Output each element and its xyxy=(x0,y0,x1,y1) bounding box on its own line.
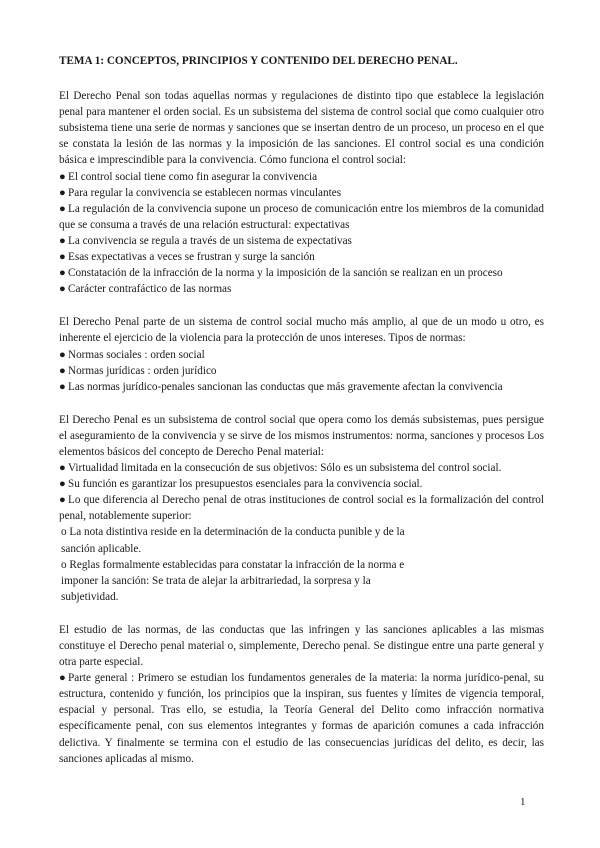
list-item xyxy=(59,265,544,281)
list-item-text: La convivencia se regula a través de un sistema de expectativas xyxy=(68,234,352,247)
list-item-text: Parte general : Primero se estudian los fundamentos generales de la materia: la norma jurídico-penal, su estructura, contenido y función, los principios que la inspiran, sus fuentes y límites de vigencia temporal, espacial y personal. Tras ello, se estudia, la Teoría General del Delito como infracción normativa específicamente penal, con sus elementos integrantes y formas de aparición comunes a cada infracción delictiva. Y finalmente se termina con el estudio de las consecuencias jurídicas del delito, es decir, las sanciones aplicadas al mismo. xyxy=(59,672,544,765)
page-number: 1 xyxy=(520,796,526,808)
bullet-icon: ● xyxy=(59,251,66,264)
paragraph-control-social: El Derecho Penal son todas aquellas normas y regulaciones de distinto tipo que establece la legislación penal para mantener el orden social. Es un subsistema del sistema de control social que como cualquier otro subsistema tiene una serie de normas y sanciones que se insertan dentro de un proceso, un proceso en el que se constata la lesión de las normas y la imposición de las sanciones. El control social es una condición básica e imprescindible para la convivencia. Cómo funciona el control social: xyxy=(59,90,544,167)
page-content xyxy=(59,53,544,767)
paragraph-estudio-normas: El estudio de las normas, de las conductas que las infringen y las sanciones aplicables a las mismas constituye el Derecho penal material o, simplemente, Derecho penal. Se distingue entre una parte general y otra parte especial. xyxy=(59,623,544,669)
bullet-icon: ● xyxy=(59,494,66,507)
sub-list-line: o Reglas formalmente establecidas para constatar la infracción de la norma e xyxy=(61,558,405,571)
bullet-list-parte-general xyxy=(59,670,544,767)
list-item-text: Virtualidad limitada en la consecución de sus objetivos: Sólo es un subsistema del control social. xyxy=(68,462,502,475)
sub-list-line: imponer la sanción: Se trata de alejar la arbitrariedad, la sorpresa y la xyxy=(61,574,371,587)
section-gap xyxy=(59,395,544,412)
list-item xyxy=(59,281,544,297)
section-gap xyxy=(59,297,544,314)
bullet-icon: ● xyxy=(59,380,66,393)
list-item-text: La regulación de la convivencia supone un proceso de comunicación entre los miembros de la comunidad que se consuma a través de una relación estructural: expectativas xyxy=(59,202,544,231)
list-item-text: Carácter contrafáctico de las normas xyxy=(68,283,232,296)
list-item xyxy=(59,347,544,363)
paragraph-tipos-normas: El Derecho Penal parte de un sistema de control social mucho más amplio, al que de un modo u otro, es inherente el ejercicio de la violencia para la protección de unos intereses. Tipos de normas: xyxy=(59,316,544,345)
list-item-text: Normas sociales : orden social xyxy=(68,348,205,361)
bullet-icon: ● xyxy=(59,283,66,296)
bullet-list-elementos xyxy=(59,460,544,524)
list-item xyxy=(59,670,544,767)
bullet-icon: ● xyxy=(59,202,66,215)
bullet-icon: ● xyxy=(59,170,66,183)
list-item xyxy=(59,249,544,265)
bullet-icon: ● xyxy=(59,672,66,685)
bullet-icon: ● xyxy=(59,267,66,280)
page-title: TEMA 1: CONCEPTOS, PRINCIPIOS Y CONTENIDO DEL DERECHO PENAL. xyxy=(59,55,458,67)
bullet-icon: ● xyxy=(59,186,66,199)
list-item-text: El control social tiene como fin asegurar la convivencia xyxy=(68,170,318,183)
list-item-text: Su función es garantizar los presupuestos esenciales para la convivencia social. xyxy=(68,478,423,491)
list-item xyxy=(59,233,544,249)
list-item-text: Constatación de la infracción de la norma y la imposición de la sanción se realizan en un proceso xyxy=(68,267,503,280)
section-gap xyxy=(59,605,544,622)
bullet-list-control-social xyxy=(59,169,544,298)
list-item-text: Normas jurídicas : orden jurídico xyxy=(68,364,217,377)
list-item xyxy=(59,185,544,201)
list-item xyxy=(59,201,544,233)
bullet-list-tipos-normas xyxy=(59,347,544,395)
bullet-icon: ● xyxy=(59,364,66,377)
list-item xyxy=(59,460,544,476)
list-item xyxy=(59,379,544,395)
paragraph-derecho-penal-material: El Derecho Penal es un subsistema de control social que opera como los demás subsistemas, pues persigue el aseguramiento de la convivencia y se sirve de los mismos instrumentos: norma, sanciones y procesos Los elementos básicos del concepto de Derecho Penal material: xyxy=(59,413,544,458)
list-item xyxy=(59,169,544,185)
list-item xyxy=(59,363,544,379)
list-item xyxy=(59,492,544,524)
sub-list-line: sanción aplicable. xyxy=(61,542,142,555)
bullet-icon: ● xyxy=(59,462,66,475)
list-item-text: Lo que diferencia al Derecho penal de otras instituciones de control social es la formalización del control penal, notablemente superior: xyxy=(59,494,544,523)
bullet-icon: ● xyxy=(59,234,66,247)
list-item-text: Esas expectativas a veces se frustran y surge la sanción xyxy=(68,251,315,264)
bullet-icon: ● xyxy=(59,478,66,491)
list-item-text: Para regular la convivencia se establecen normas vinculantes xyxy=(68,186,342,199)
sub-list-formalizacion xyxy=(59,524,544,604)
sub-list-line: o La nota distintiva reside en la determinación de la conducta punible y de la xyxy=(61,526,405,539)
bullet-icon: ● xyxy=(59,348,66,361)
list-item-text: Las normas jurídico-penales sancionan las conductas que más gravemente afectan la convivencia xyxy=(68,380,503,393)
sub-list-line: subjetividad. xyxy=(61,590,119,603)
list-item xyxy=(59,476,544,492)
